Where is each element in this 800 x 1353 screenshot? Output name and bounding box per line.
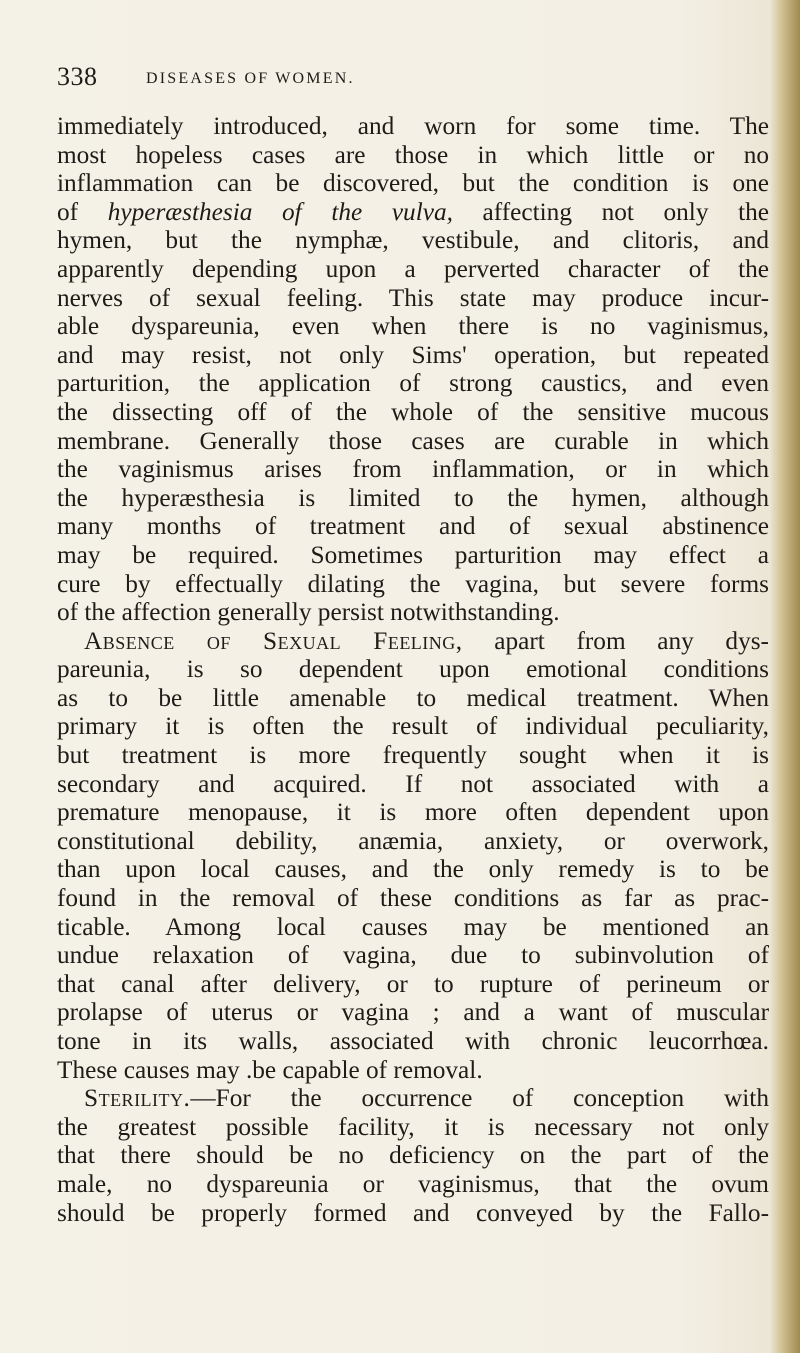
italic-term: hyperæsthesia of the vulva,: [107, 197, 453, 226]
text-line: should be properly formed and conveyed by the Fallo-: [57, 1198, 769, 1227]
text-line: that there should be no deficiency on the part of the: [57, 1141, 769, 1170]
text-line: the dissecting off of the whole of the sensitive mucous: [57, 397, 769, 426]
text-line: may be required. Sometimes parturition may effect a: [57, 540, 769, 569]
text-line: that canal after delivery, or to rupture of perineum or: [57, 969, 769, 998]
text-line: male, no dyspareunia or vaginismus, that the ovum: [57, 1169, 769, 1198]
text-line: constitutional debility, anæmia, anxiety, or overwork,: [57, 826, 769, 855]
section-heading-line: [57, 627, 769, 656]
text-line: found in the removal of these conditions as far as prac-: [57, 884, 769, 913]
page-header: [57, 62, 757, 102]
text-line: membrane. Generally those cases are curable in which: [57, 426, 769, 455]
text-line: the hyperæsthesia is limited to the hymen, although: [57, 483, 769, 512]
text-line: nerves of sexual feeling. This state may produce incur-: [57, 283, 769, 312]
body-text: [57, 112, 769, 1227]
text-line: and may resist, not only Sims' operation, but repeated: [57, 340, 769, 369]
text-line: of the affection generally persist notwithstanding.: [57, 598, 560, 627]
section-heading-sterility: Sterility.: [84, 1084, 191, 1113]
text-run: —For the occurrence of conception with: [190, 1084, 769, 1113]
text-line: the greatest possible facility, it is necessary not only: [57, 1112, 769, 1141]
text-run: apart from any dys-: [462, 626, 769, 655]
text-line: prolapse of uterus or vagina ; and a want of muscular: [57, 998, 769, 1027]
text-run: affecting not only the: [452, 197, 769, 226]
text-line: immediately introduced, and worn for some time. The: [57, 112, 769, 140]
text-line: ticable. Among local causes may be mentioned an: [57, 912, 769, 941]
text-line: than upon local causes, and the only remedy is to be: [57, 855, 769, 884]
text-line: pareunia, is so dependent upon emotional conditions: [57, 655, 769, 684]
text-line: hymen, but the nymphæ, vestibule, and clitoris, and: [57, 226, 769, 255]
text-run: of: [57, 197, 108, 226]
text-line: [57, 198, 769, 227]
page-number: 338: [57, 62, 98, 91]
text-line: but treatment is more frequently sought when it is: [57, 741, 769, 770]
section-heading-line: [57, 1084, 769, 1113]
text-line: able dyspareunia, even when there is no vaginismus,: [57, 312, 769, 341]
text-line: primary it is often the result of individual peculiarity,: [57, 712, 769, 741]
text-line: apparently depending upon a perverted character of the: [57, 254, 769, 283]
text-line: most hopeless cases are those in which little or no: [57, 140, 769, 169]
text-line: parturition, the application of strong caustics, and even: [57, 369, 769, 398]
text-line: inflammation can be discovered, but the condition is one: [57, 169, 769, 198]
text-line: undue relaxation of vagina, due to subinvolution of: [57, 941, 769, 970]
text-line: tone in its walls, associated with chronic leucorrhœa.: [57, 1027, 769, 1055]
page-edge-shadow: [770, 0, 800, 1353]
running-head: DISEASES OF WOMEN.: [146, 70, 355, 87]
text-line: cure by effectually dilating the vagina, but severe forms: [57, 569, 769, 598]
text-line: secondary and acquired. If not associated with a: [57, 769, 769, 798]
section-heading-absence: Absence of Sexual Feeling,: [84, 626, 463, 655]
text-line: premature menopause, it is more often dependent upon: [57, 798, 769, 827]
text-line: many months of treatment and of sexual abstinence: [57, 512, 769, 541]
text-line: as to be little amenable to medical treatment. When: [57, 683, 769, 712]
text-line: These causes may .be capable of removal.: [57, 1055, 483, 1084]
text-line: the vaginismus arises from inflammation, or in which: [57, 455, 769, 484]
